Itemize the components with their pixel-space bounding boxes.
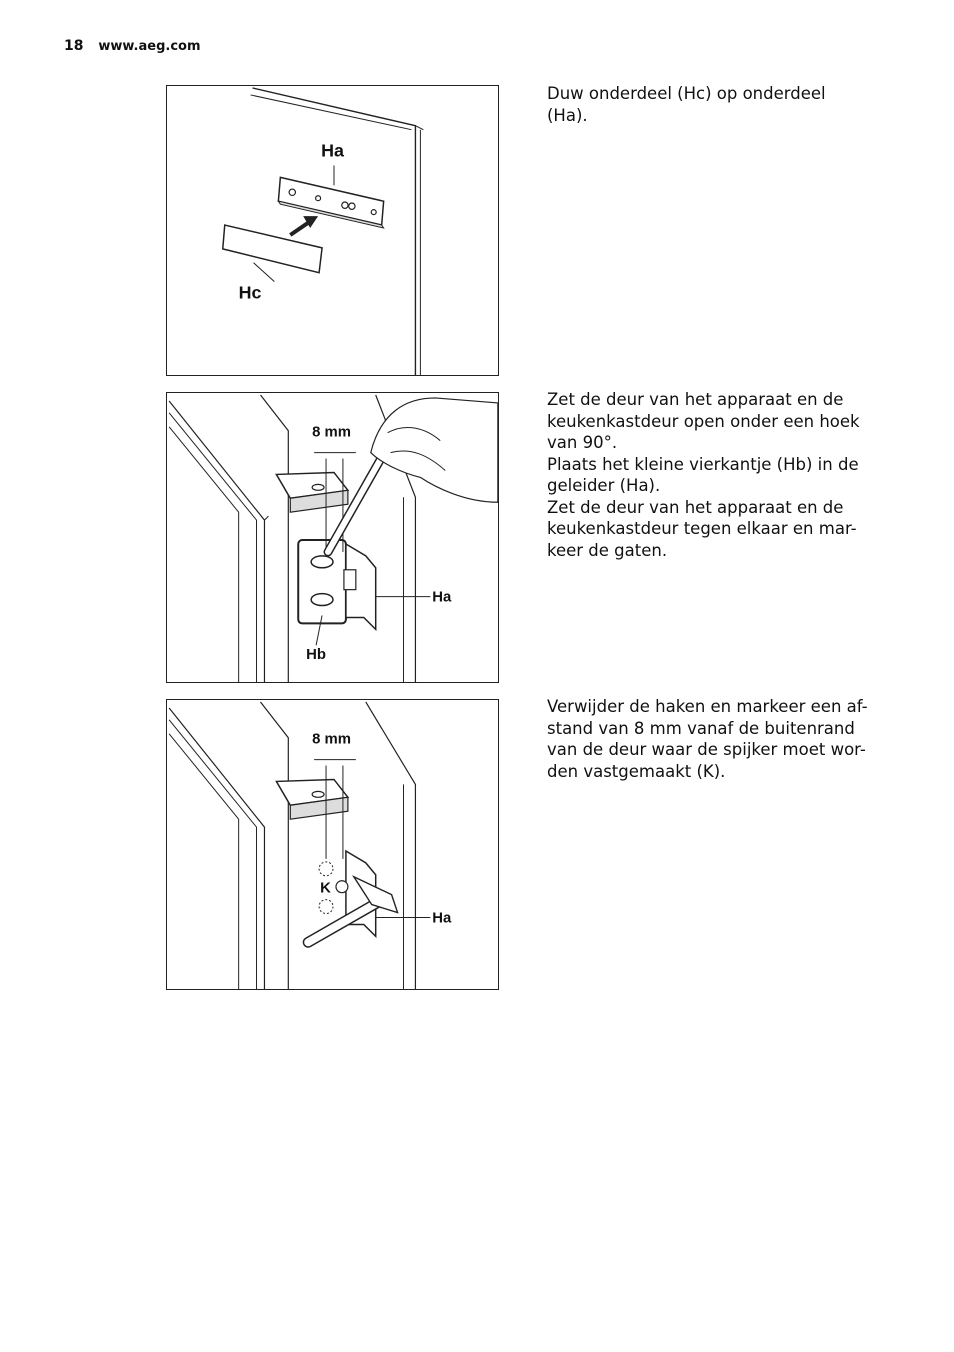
figure-step-3 xyxy=(166,699,499,990)
caption-line: Duw onderdeel (Hc) op onderdeel xyxy=(547,84,826,103)
caption-line: Zet de deur van het apparaat en de xyxy=(547,390,844,409)
label-ha: Ha xyxy=(432,589,452,606)
caption-step-1 xyxy=(547,83,887,126)
page-number: 18 xyxy=(64,38,84,54)
label-dimension: 8 mm xyxy=(312,731,352,748)
caption-step-2 xyxy=(547,389,887,561)
caption-line: Zet de deur van het apparaat en de xyxy=(547,497,844,517)
figure-step-2 xyxy=(166,392,499,683)
caption-line: den vastgemaakt (K). xyxy=(547,761,726,781)
label-dimension: 8 mm xyxy=(312,424,352,441)
caption-line: geleider (Ha). xyxy=(547,476,661,495)
caption-line: van de deur waar de spijker moet wor- xyxy=(547,740,866,759)
door-hinge-hb-illustration xyxy=(167,393,498,682)
door-hc-ha-illustration xyxy=(167,86,498,375)
caption-line: keukenkastdeur open onder een hoek xyxy=(547,411,860,431)
page-header xyxy=(64,38,201,54)
site-url: www.aeg.com xyxy=(98,39,201,54)
caption-line: van 90°. xyxy=(547,433,618,452)
label-hc: Hc xyxy=(238,282,262,303)
caption-line: Plaats het kleine vierkantje (Hb) in de xyxy=(547,454,859,474)
figure-step-1 xyxy=(166,85,499,376)
label-ha: Ha xyxy=(321,140,344,161)
caption-line: (Ha). xyxy=(547,105,588,125)
door-nail-k-illustration xyxy=(167,700,498,989)
caption-line: stand van 8 mm vanaf de buitenrand xyxy=(547,718,855,738)
caption-line: keukenkastdeur tegen elkaar en mar- xyxy=(547,519,857,538)
caption-line: keer de gaten. xyxy=(547,540,668,560)
caption-step-3 xyxy=(547,696,887,782)
label-ha: Ha xyxy=(432,910,452,927)
caption-line: Verwijder de haken en markeer een af- xyxy=(547,697,868,716)
label-k: K xyxy=(320,880,331,897)
label-hb: Hb xyxy=(306,647,327,664)
